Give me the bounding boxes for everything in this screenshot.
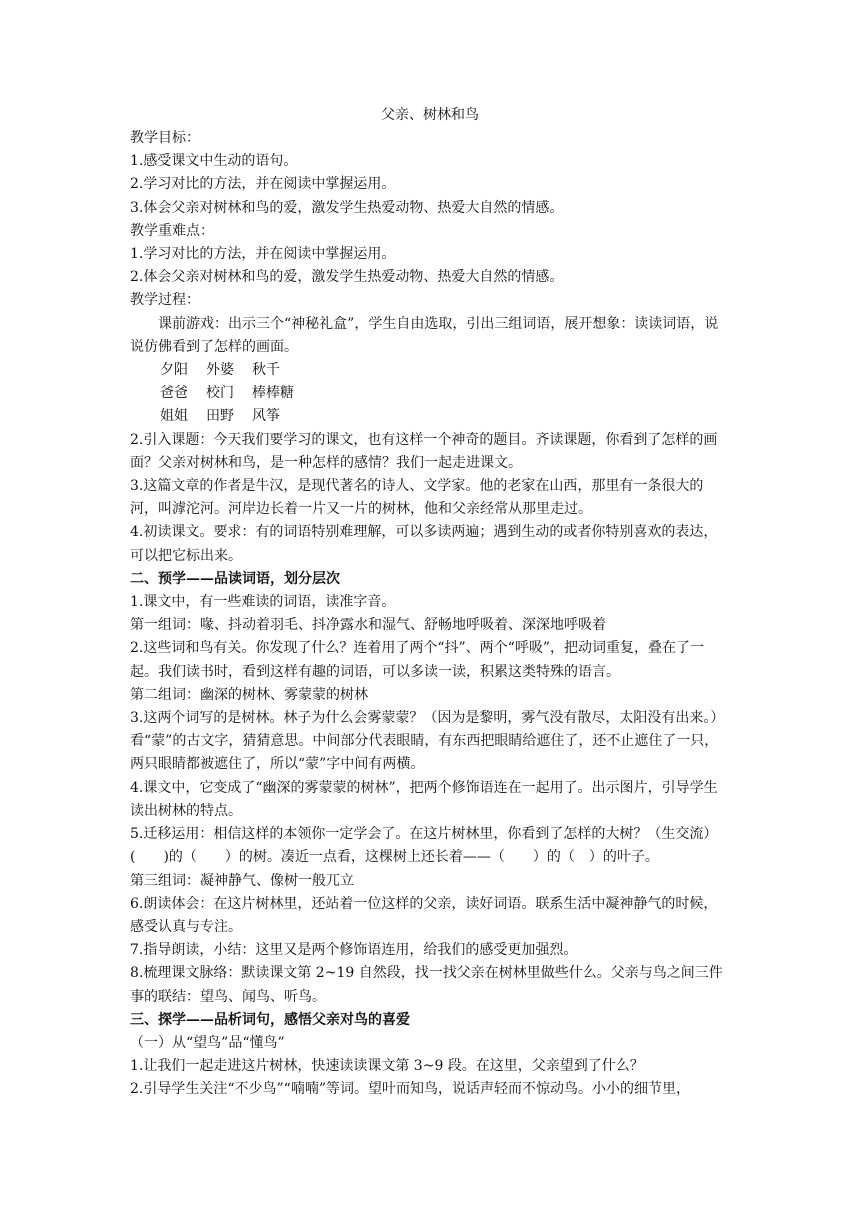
section-item: 7.指导朗读，小结：这里又是两个修饰语连用，给我们的感受更加强烈。 bbox=[130, 942, 578, 959]
section-heading: 三、探学——品析词句，感悟父亲对鸟的喜爱 bbox=[130, 1011, 410, 1028]
word-group-row bbox=[130, 359, 730, 382]
section-item: 2.引导学生关注“不少鸟”“喃喃”等词。望叶而知鸟，说话声轻而不惊动鸟。小小的细节里， bbox=[130, 1081, 690, 1098]
keypoint-item: 1.学习对比的方法，并在阅读中掌握运用。 bbox=[130, 246, 396, 263]
section-item: 3.这两个词写的是树林。林子为什么会雾蒙蒙？（因为是黎明，雾气没有散尽，太阳没有出来。）看“蒙”的古文字，猜猜意思。中间部分代表眼睛，有东西把眼睛给遮住了，还不止遮住了一只，两只眼睛都被遮住了，所以“蒙”字中间有两横。 bbox=[130, 710, 725, 773]
objectives-heading: 教学目标： bbox=[130, 130, 200, 146]
section-item: 8.梳理课文脉络：默读课文第 2~19 自然段，找一找父亲在树林里做些什么。父亲与鸟之间三件事的联结：望鸟、闻鸟、听鸟。 bbox=[130, 965, 723, 1005]
word-group-label: 第三组词：凝神静气、像树一般兀立 bbox=[130, 872, 354, 889]
section-item: 1.让我们一起走进这片树林，快速读读课文第 3~9 段。在这里，父亲望到了什么？ bbox=[130, 1058, 644, 1075]
word: 姐姐 bbox=[160, 408, 188, 425]
section-item: 5.迁移运用：相信这样的本领你一定学会了。在这片树林里，你看到了怎样的大树？（生交流） bbox=[130, 826, 718, 843]
objective-item: 3.体会父亲对树林和鸟的爱，激发学生热爱动物、热爱大自然的情感。 bbox=[130, 199, 564, 216]
word: 夕阳 bbox=[160, 362, 188, 379]
word: 棒棒糖 bbox=[252, 385, 294, 402]
word: 风筝 bbox=[252, 408, 280, 425]
fill-in-blank: ( )的（ ）的树。凑近一点看，这棵树上还长着——（ ）的（ ）的叶子。 bbox=[130, 849, 659, 866]
section-heading: 二、预学——品读词语，划分层次 bbox=[130, 570, 340, 587]
intro-item: 3.这篇文章的作者是牛汉，是现代著名的诗人、文学家。他的老家在山西，那里有一条很大的河，叫滹沱河。河岸边长着一片又一片的树林，他和父亲经常从那里走过。 bbox=[130, 478, 704, 518]
intro-item: 4.初读课文。要求：有的词语特别难理解，可以多读两遍；遇到生动的或者你特别喜欢的表达，可以把它标出来。 bbox=[130, 524, 718, 564]
word-group-row bbox=[130, 405, 730, 428]
process-heading: 教学过程： bbox=[130, 292, 200, 309]
section-item: 4.课文中，它变成了“幽深的雾蒙蒙的树林”，把两个修饰语连在一起用了。出示图片，引导学生读出树林的特点。 bbox=[130, 779, 718, 819]
keypoints-heading: 教学重难点： bbox=[130, 222, 214, 239]
subsection-heading: （一）从“望鸟”品“懂鸟” bbox=[130, 1034, 285, 1051]
document-body bbox=[130, 103, 730, 1102]
intro-item: 2.引入课题：今天我们要学习的课文，也有这样一个神奇的题目。齐读课题，你看到了怎样的画面？父亲对树林和鸟，是一种怎样的感情？我们一起走进课文。 bbox=[130, 431, 718, 471]
word: 校门 bbox=[206, 385, 234, 402]
section-item: 2.这些词和鸟有关。你发现了什么？连着用了两个“抖”、两个“呼吸”，把动词重复，叠在了一起。我们读书时，看到这样有趣的词语，可以多读一读，积累这类特殊的语言。 bbox=[130, 640, 704, 680]
word: 秋千 bbox=[252, 362, 280, 379]
objective-item: 1.感受课文中生动的语句。 bbox=[130, 153, 298, 170]
word: 爸爸 bbox=[160, 385, 188, 402]
word: 田野 bbox=[206, 408, 234, 425]
word: 外婆 bbox=[206, 362, 234, 379]
keypoint-item: 2.体会父亲对树林和鸟的爱，激发学生热爱动物、热爱大自然的情感。 bbox=[130, 269, 564, 286]
word-group-label: 第一组词：喙、抖动着羽毛、抖净露水和湿气、舒畅地呼吸着、深深地呼吸着 bbox=[130, 617, 606, 634]
section-item: 1.课文中，有一些难读的词语，读准字音。 bbox=[130, 594, 396, 611]
section-item: 6.朗读体会：在这片树林里，还站着一位这样的父亲，读好词语。联系生活中凝神静气的时候，感受认真与专注。 bbox=[130, 895, 718, 935]
objective-item: 2.学习对比的方法，并在阅读中掌握运用。 bbox=[130, 176, 396, 193]
word-group-label: 第二组词：幽深的树林、雾蒙蒙的树林 bbox=[130, 686, 368, 703]
document-title: 父亲、树林和鸟 bbox=[381, 107, 479, 123]
word-group-row bbox=[130, 382, 730, 405]
game-paragraph: 课前游戏：出示三个“神秘礼盒”，学生自由选取，引出三组词语，展开想象：读读词语，说说仿佛看到了怎样的画面。 bbox=[130, 315, 719, 355]
